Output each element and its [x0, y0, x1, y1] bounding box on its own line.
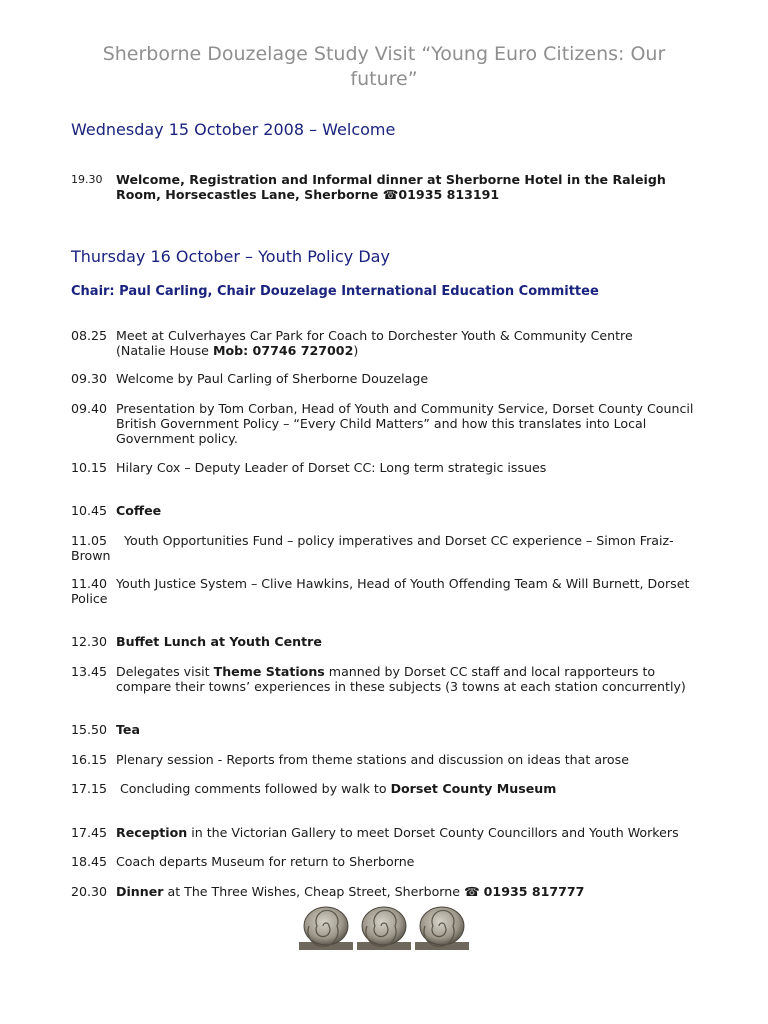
day1-heading: Wednesday 15 October 2008 – Welcome: [71, 120, 396, 139]
ammonite-fossil-icon: [415, 907, 469, 950]
chair-line: Chair: Paul Carling, Chair Douzelage International Education Committee: [71, 284, 599, 299]
ammonite-fossil-icon: [357, 907, 411, 950]
item-text: Buffet Lunch at Youth Centre: [116, 634, 322, 649]
item-text-bold: Theme Stations: [213, 664, 325, 679]
item-text: Welcome by Paul Carling of Sherborne Douzelage: [116, 371, 429, 386]
item-text-part: (Natalie House: [116, 343, 213, 358]
item-text: Youth Opportunities Fund – policy imperatives and Dorset CC experience – Simon Fraiz-Brown: [71, 533, 674, 563]
item-text: Coffee: [116, 503, 162, 518]
item-time: 09.30: [71, 371, 108, 386]
schedule-item: [71, 634, 701, 649]
item-text-bold: Dinner: [116, 884, 164, 899]
item-time: 16.15: [71, 752, 108, 767]
item-text-bold: Reception: [116, 825, 188, 840]
item-time: 15.50: [71, 722, 108, 737]
item-time: 10.15: [71, 460, 108, 475]
item-phone: 01935 813191: [398, 187, 500, 202]
item-text-bold: Dorset County Museum: [390, 781, 557, 796]
item-text-part: in the Victorian Gallery to meet Dorset County Councillors and Youth Workers: [187, 825, 679, 840]
item-time: 11.40: [71, 576, 108, 591]
schedule-item: [71, 172, 701, 202]
schedule-item: [71, 664, 701, 694]
item-text: Presentation by Tom Corban, Head of Youth and Community Service, Dorset County Council British Government Policy – “Every Child Matters” and how this translates into Local Government policy.: [116, 401, 694, 446]
item-time: 17.15: [71, 781, 108, 796]
document-title: Sherborne Douzelage Study Visit “Young Euro Citizens: Our future”: [102, 43, 666, 90]
item-time: 11.05: [71, 533, 108, 548]
schedule-item: [71, 533, 701, 563]
item-text: Hilary Cox – Deputy Leader of Dorset CC: Long term strategic issues: [116, 460, 547, 475]
schedule-item: [71, 576, 701, 606]
schedule-item: [71, 781, 701, 796]
item-phone: 01935 817777: [483, 884, 585, 899]
item-time: 19.30: [71, 173, 103, 186]
item-text-part: Delegates visit: [116, 664, 214, 679]
item-text: Tea: [116, 722, 140, 737]
item-text-part: at The Three Wishes, Cheap Street, Sherborne: [163, 884, 464, 899]
schedule-item: [71, 854, 701, 869]
ammonite-fossil-icon: [299, 907, 353, 950]
item-time: 10.45: [71, 503, 108, 518]
schedule-item: [71, 401, 701, 446]
item-time: 12.30: [71, 634, 108, 649]
schedule-item: [71, 722, 701, 737]
telephone-icon: ☎: [382, 187, 399, 202]
item-text: Plenary session - Reports from theme stations and discussion on ideas that arose: [116, 752, 629, 767]
item-time: 13.45: [71, 664, 108, 679]
schedule-item: [71, 503, 701, 518]
item-text: Welcome, Registration and Informal dinner at Sherborne Hotel in the Raleigh Room, Horsecastles Lane, Sherborne: [116, 172, 666, 202]
schedule-item: [71, 825, 701, 840]
item-text-part: Concluding comments followed by walk to: [116, 781, 391, 796]
item-time: 09.40: [71, 401, 108, 416]
telephone-icon: ☎: [463, 884, 480, 899]
schedule-item: [71, 884, 701, 899]
item-time: 17.45: [71, 825, 108, 840]
item-text: Youth Justice System – Clive Hawkins, Head of Youth Offending Team & Will Burnett, Dorset Police: [71, 576, 690, 606]
item-text: Meet at Culverhayes Car Park for Coach to Dorchester Youth & Community Centre: [116, 328, 633, 343]
item-time: 20.30: [71, 884, 108, 899]
ammonite-decoration: [299, 904, 469, 952]
schedule-item: [71, 328, 701, 358]
item-text-part: manned by Dorset CC staff and local rapporteurs to compare their towns’ experiences in these subjects (3 towns at each station concurrently): [116, 664, 686, 694]
item-text: Coach departs Museum for return to Sherborne: [116, 854, 415, 869]
schedule-item: [71, 752, 701, 767]
item-time: 08.25: [71, 328, 108, 343]
item-text-part: ): [353, 343, 359, 358]
day2-heading: Thursday 16 October – Youth Policy Day: [71, 247, 390, 266]
item-time: 18.45: [71, 854, 108, 869]
item-mobile: Mob: 07746 727002: [212, 343, 354, 358]
schedule-item: [71, 371, 701, 386]
schedule-item: [71, 460, 701, 475]
